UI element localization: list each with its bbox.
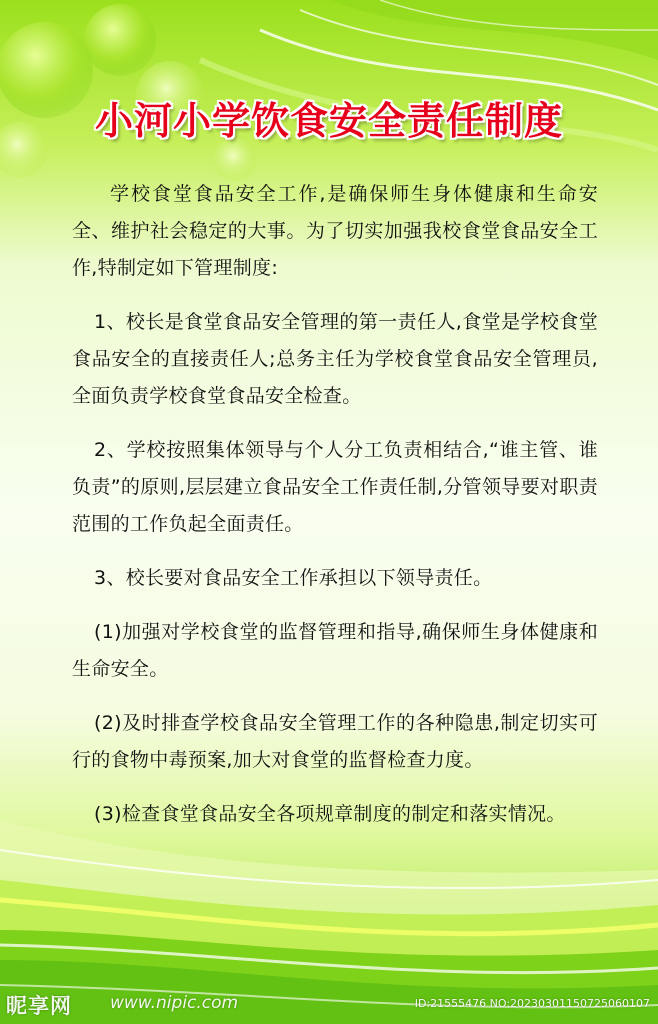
rule-3-paragraph: 3、校长要对食品安全工作承担以下领导责任。 xyxy=(94,567,493,589)
document-body xyxy=(72,176,598,833)
sub-item-3-paragraph: (3)检查食堂食品安全各项规章制度的制定和落实情况。 xyxy=(94,803,566,825)
sub-item-2-paragraph: (2)及时排查学校食品安全管理工作的各种隐患,制定切实可行的食物中毒预案,加大对食堂的监督检查力度。 xyxy=(72,712,598,771)
watermark-logo: 昵享网 xyxy=(6,994,72,1018)
rule-2-paragraph: 2、学校按照集体领导与个人分工负责相结合,“谁主管、谁负责”的原则,层层建立食品安全工作责任制,分管领导要对职责范围的工作负起全面责任。 xyxy=(72,439,598,535)
sub-item-1-paragraph: (1)加强对学校食堂的监督管理和指导,确保师生身体健康和生命安全。 xyxy=(72,621,598,680)
intro-paragraph: 学校食堂食品安全工作,是确保师生身体健康和生命安全、维护社会稳定的大事。为了切实加强我校食堂食品安全工作,特制定如下管理制度: xyxy=(72,183,598,279)
rule-1-paragraph: 1、校长是食堂食品安全管理的第一责任人,食堂是学校食堂食品安全的直接责任人;总务主任为学校食堂食品安全管理员,全面负责学校食堂食品安全检查。 xyxy=(72,311,598,407)
page-title: 小河小学饮食安全责任制度 xyxy=(94,99,563,143)
watermark-url: www.nipic.com xyxy=(110,993,239,1013)
watermark-id: ID:21555476 NO:20230301150725060107 xyxy=(414,997,650,1010)
